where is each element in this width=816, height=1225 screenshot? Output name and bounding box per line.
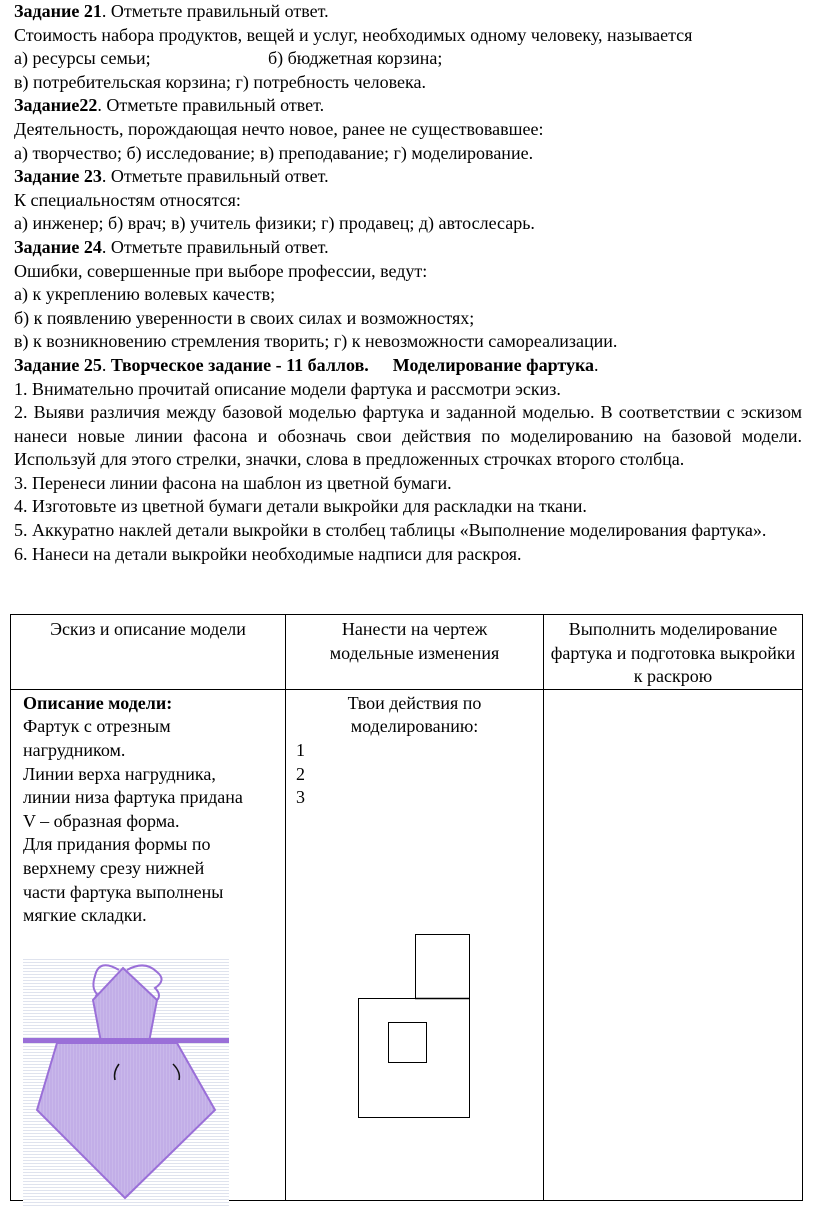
- task-23-heading: Задание 23. Отметьте правильный ответ.: [14, 166, 329, 187]
- task-22-options: а) творчество; б) исследование; в) преподавание; г) моделирование.: [14, 142, 534, 163]
- actions-list: [286, 739, 543, 810]
- apron-sketch: [23, 958, 229, 1206]
- action-number: 1: [296, 739, 305, 760]
- description-line: мягкие складки.: [23, 905, 147, 926]
- modeling-table: [10, 614, 803, 1201]
- task-23-options: а) инженер; б) врач; в) учитель физики; г) продавец; д) автослесарь.: [14, 213, 535, 234]
- task-23-question: К специальностям относятся:: [14, 189, 241, 210]
- task-22-question: Деятельность, порождающая нечто новое, ранее не существовавшее:: [14, 118, 544, 139]
- task-21-question: Стоимость набора продуктов, вещей и услуг, необходимых одному человеку, называется: [14, 24, 693, 45]
- task-25-heading: Задание 25. Творческое задание - 11 баллов. Моделирование фартука.: [14, 354, 599, 375]
- task-22-heading: Задание22. Отметьте правильный ответ.: [14, 95, 325, 116]
- header-drawing: Нанести на чертеж модельные изменения: [286, 615, 544, 690]
- task-25-step-2: 2. Выяви различия между базовой моделью фартука и заданной моделью. В соответствии с эскизом нанеси новые линии фасона и обозначь свои действия по моделированию на базовой модели. Используй для этого стрелки, значки, слова в предложенных строчках второго столбца.: [14, 402, 802, 470]
- task-21-options-ab: а) ресурсы семьи; б) бюджетная корзина;: [14, 48, 443, 69]
- apron-base-pattern: [358, 934, 478, 1124]
- description-line: линии низа фартука придана: [23, 787, 243, 808]
- execution-cell: [544, 689, 803, 1200]
- task-24-option-a: а) к укреплению волевых качеств;: [14, 284, 276, 305]
- description-line: части фартука выполнены: [23, 881, 224, 902]
- action-number: 3: [296, 787, 305, 808]
- task-24-heading: Задание 24. Отметьте правильный ответ.: [14, 236, 329, 257]
- task-25-step-4: 4. Изготовьте из цветной бумаги детали выкройки для раскладки на ткани.: [14, 496, 587, 517]
- table-header-row: [11, 615, 803, 690]
- table-body-row: [11, 689, 803, 1200]
- action-number: 2: [296, 763, 305, 784]
- header-sketch: Эскиз и описание модели: [11, 615, 286, 690]
- task-21-heading: Задание 21. Отметьте правильный ответ.: [14, 1, 329, 21]
- description-line: Линии верха нагрудника,: [23, 763, 216, 784]
- description-line: верхнему срезу нижней: [23, 857, 205, 878]
- document-page: [14, 0, 802, 566]
- drawing-cell: [286, 689, 544, 1200]
- description-title: Описание модели:: [23, 692, 173, 713]
- task-24-options-cd: в) к возникновению стремления творить; г) к невозможности самореализации.: [14, 331, 618, 352]
- task-25-step-5: 5. Аккуратно наклей детали выкройки в столбец таблицы «Выполнение моделирования фартука».: [14, 520, 767, 541]
- task-24-question: Ошибки, совершенные при выборе профессии, ведут:: [14, 260, 428, 281]
- actions-title: Твои действия по моделированию:: [347, 692, 482, 737]
- pattern-bib-rect: [416, 934, 470, 998]
- task-21-options-cd: в) потребительская корзина; г) потребность человека.: [14, 71, 426, 92]
- description-line: нагрудником.: [23, 739, 126, 760]
- task-25-step-1: 1. Внимательно прочитай описание модели фартука и рассмотри эскиз.: [14, 378, 561, 399]
- pattern-skirt-rect: [359, 998, 470, 1117]
- pattern-pocket-rect: [389, 1022, 427, 1062]
- task-24-option-b: б) к появлению уверенности в своих силах и возможностях;: [14, 307, 475, 328]
- description-line: Фартук с отрезным: [23, 716, 171, 737]
- description-line: V – образная форма.: [23, 810, 180, 831]
- header-execution: Выполнить моделирование фартука и подготовка выкройки к раскрою: [544, 615, 803, 690]
- description-line: Для придания формы по: [23, 834, 211, 855]
- task-25-step-3: 3. Перенеси линии фасона на шаблон из цветной бумаги.: [14, 472, 452, 493]
- sketch-cell: [11, 689, 286, 1200]
- task-25-step-6: 6. Нанеси на детали выкройки необходимые надписи для раскроя.: [14, 543, 522, 564]
